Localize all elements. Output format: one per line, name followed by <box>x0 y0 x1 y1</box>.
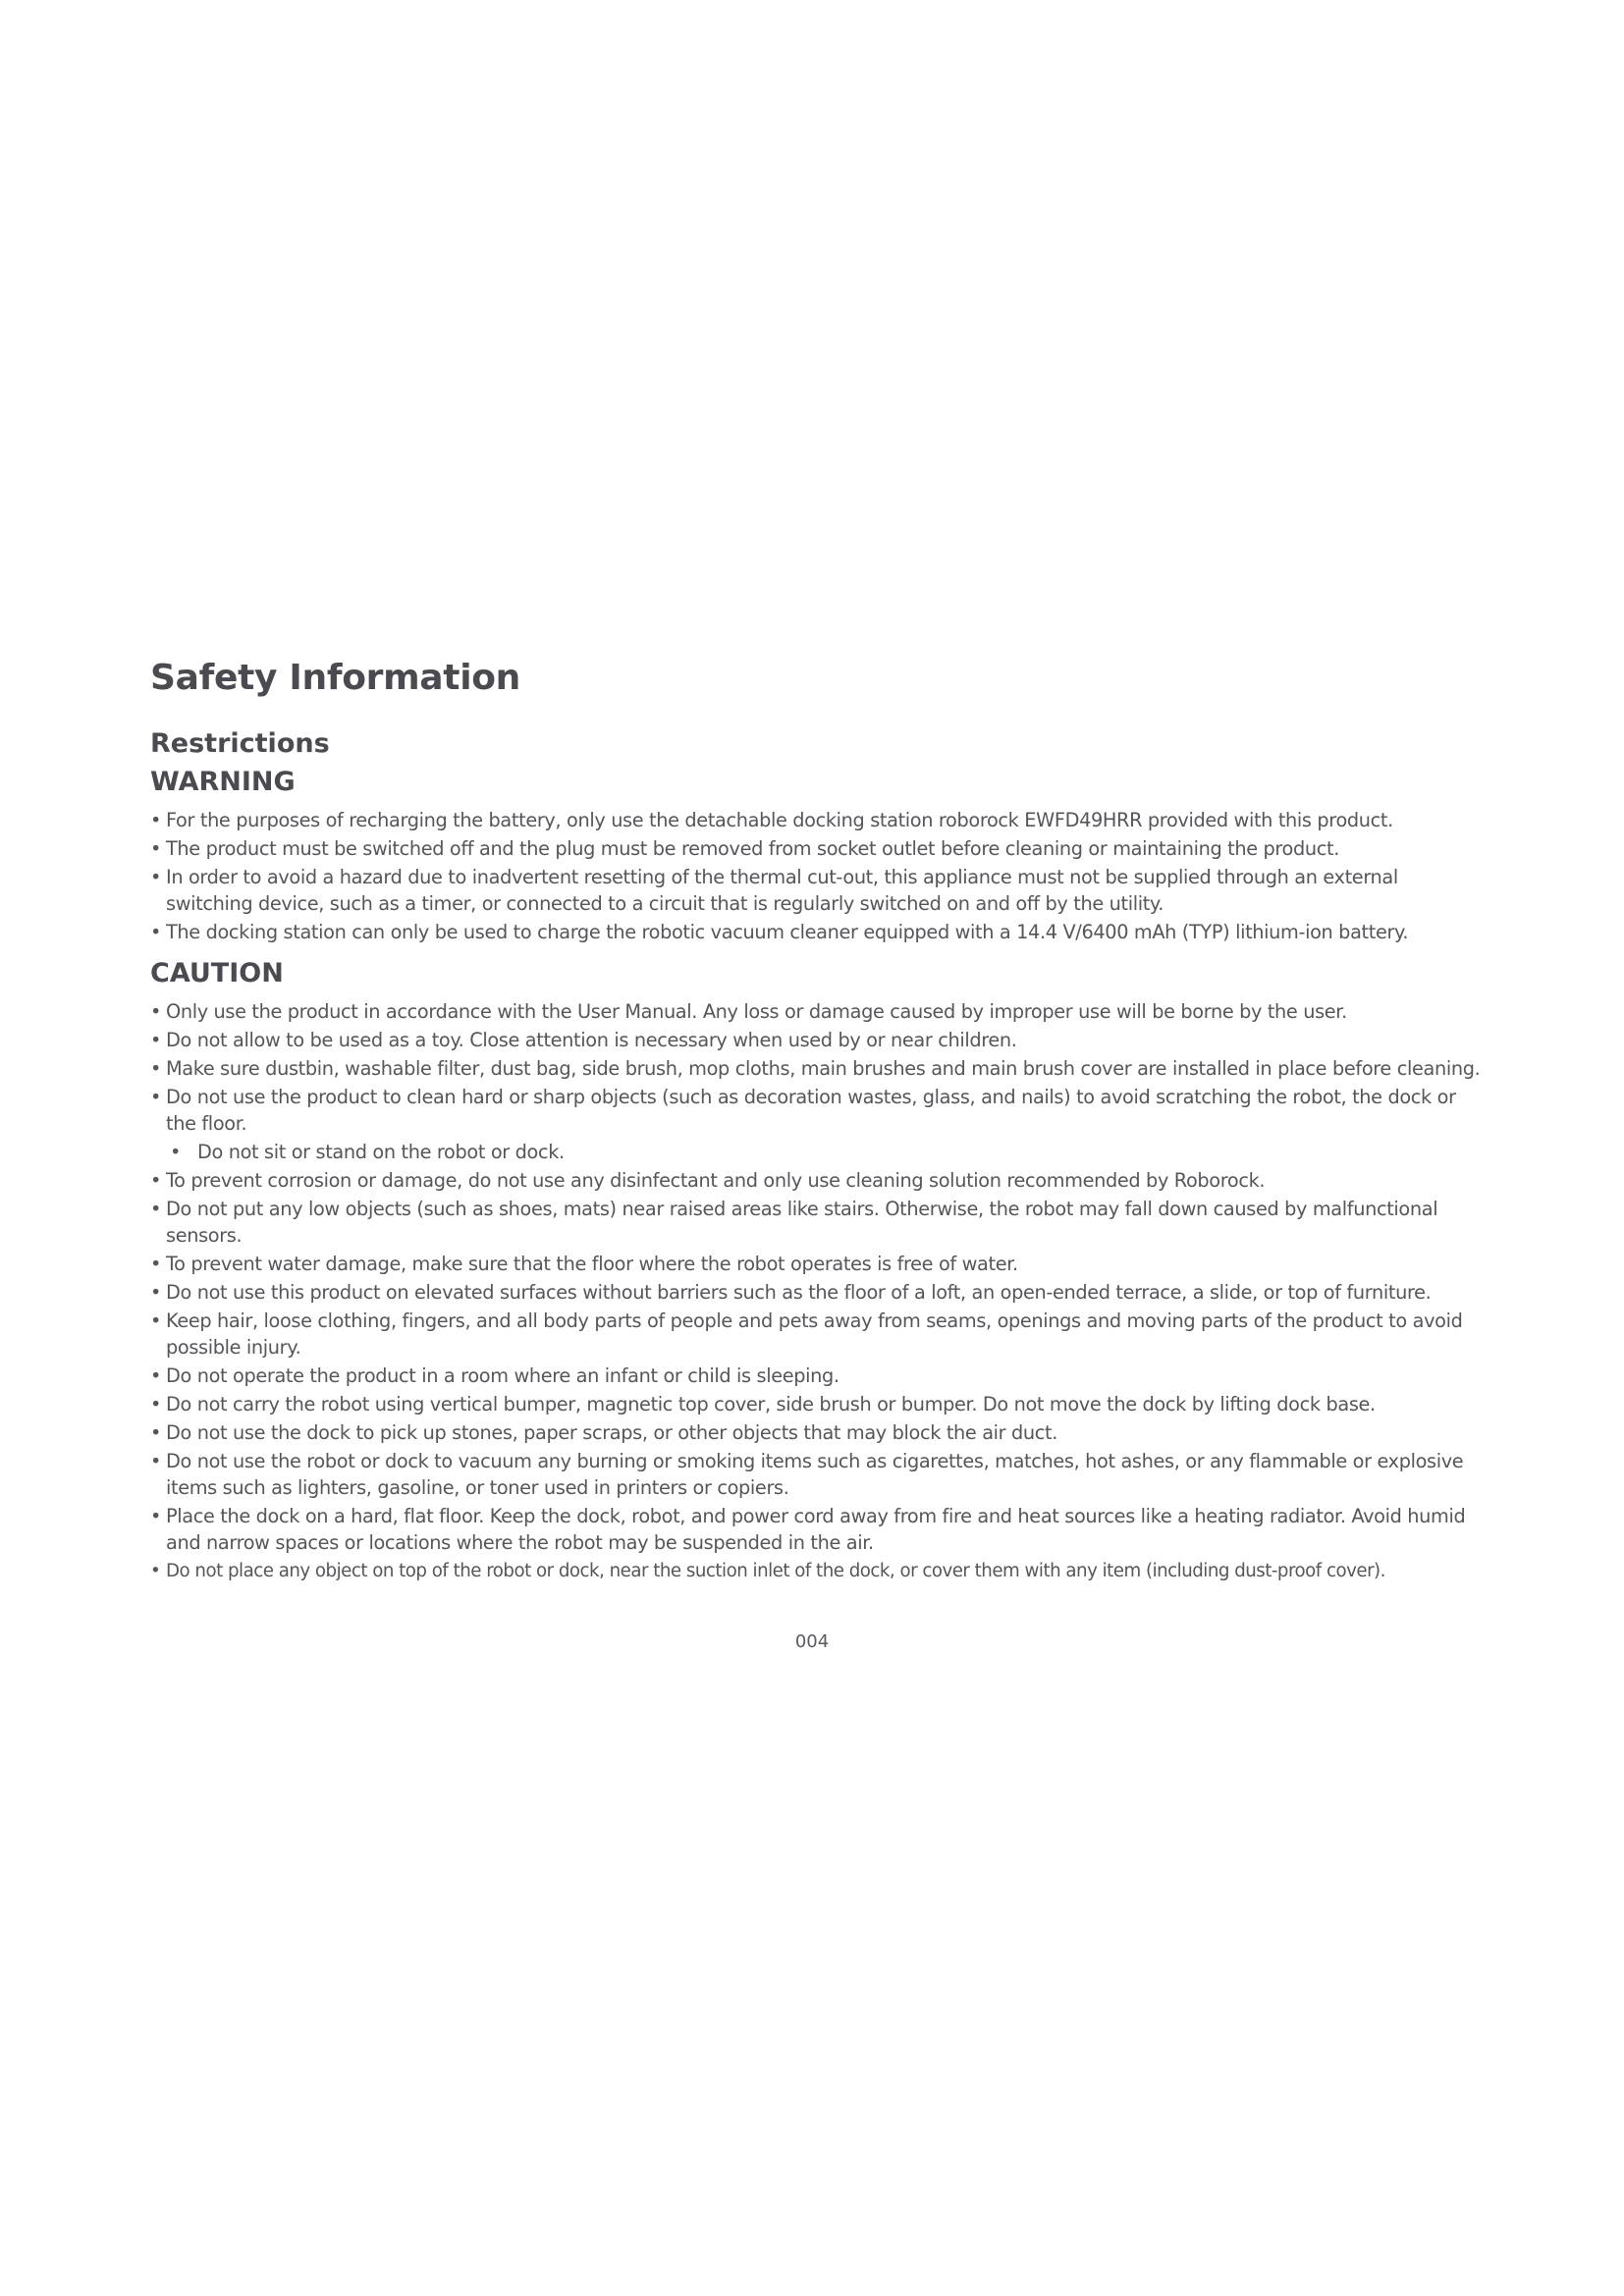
caution-item: • To prevent water damage, make sure that the floor where the robot operates is free of water. <box>150 1251 1486 1277</box>
caution-list <box>150 998 1486 1584</box>
caution-item: • Make sure dustbin, washable filter, dust bag, side brush, mop cloths, main brushes and main brush cover are installed in place before cleaning. <box>150 1055 1486 1082</box>
warning-list <box>150 807 1486 945</box>
warning-heading: WARNING <box>150 767 296 797</box>
caution-item: • Do not put any low objects (such as shoes, mats) near raised areas like stairs. Otherwise, the robot may fall down caused by malfunctional sensors. <box>150 1196 1486 1249</box>
caution-item: • Keep hair, loose clothing, fingers, and all body parts of people and pets away from seams, openings and moving parts of the product to avoid possible injury. <box>150 1308 1486 1361</box>
caution-item: • Do not operate the product in a room where an infant or child is sleeping. <box>150 1362 1486 1389</box>
caution-item: • Do not use this product on elevated surfaces without barriers such as the floor of a loft, an open-ended terrace, a slide, or top of furniture. <box>150 1279 1486 1306</box>
section-subtitle-restrictions: Restrictions <box>150 728 330 759</box>
caution-item: • Do not place any object on top of the robot or dock, near the suction inlet of the dock, or cover them with any item (including dust-proof cover). <box>150 1558 1486 1584</box>
caution-item: • Do not sit or stand on the robot or dock. <box>150 1139 1486 1165</box>
caution-item: • Do not allow to be used as a toy. Close attention is necessary when used by or near children. <box>150 1027 1486 1053</box>
warning-item: • The product must be switched off and the plug must be removed from socket outlet before cleaning or maintaining the product. <box>150 835 1486 862</box>
caution-item: • Do not carry the robot using vertical bumper, magnetic top cover, side brush or bumper. Do not move the dock by lifting dock base. <box>150 1391 1486 1417</box>
warning-item: • The docking station can only be used to charge the robotic vacuum cleaner equipped with a 14.4 V/6400 mAh (TYP) lithium-ion battery. <box>150 919 1486 945</box>
caution-item: • To prevent corrosion or damage, do not use any disinfectant and only use cleaning solution recommended by Roborock. <box>150 1167 1486 1194</box>
page-content <box>150 654 1486 1586</box>
caution-item: • Do not use the dock to pick up stones, paper scraps, or other objects that may block the air duct. <box>150 1419 1486 1446</box>
page-number: 004 <box>794 1631 830 1652</box>
caution-item: • Do not use the robot or dock to vacuum any burning or smoking items such as cigarettes, matches, hot ashes, or any flammable or explosive items such as lighters, gasoline, or toner used in printers or copiers. <box>150 1448 1486 1501</box>
caution-item: • Only use the product in accordance with the User Manual. Any loss or damage caused by improper use will be borne by the user. <box>150 998 1486 1025</box>
caution-heading: CAUTION <box>150 958 284 988</box>
warning-item: • In order to avoid a hazard due to inadvertent resetting of the thermal cut-out, this appliance must not be supplied through an external switching device, such as a timer, or connected to a circuit that is regularly switched on and off by the utility. <box>150 864 1486 917</box>
page-title: Safety Information <box>150 658 520 698</box>
caution-item: • Do not use the product to clean hard or sharp objects (such as decoration wastes, glass, and nails) to avoid scratching the robot, the dock or the floor. <box>150 1084 1486 1137</box>
warning-item: • For the purposes of recharging the battery, only use the detachable docking station roborock EWFD49HRR provided with this product. <box>150 807 1486 833</box>
caution-item: • Place the dock on a hard, flat floor. Keep the dock, robot, and power cord away from fire and heat sources like a heating radiator. Avoid humid and narrow spaces or locations where the robot may be suspended in the air. <box>150 1503 1486 1556</box>
